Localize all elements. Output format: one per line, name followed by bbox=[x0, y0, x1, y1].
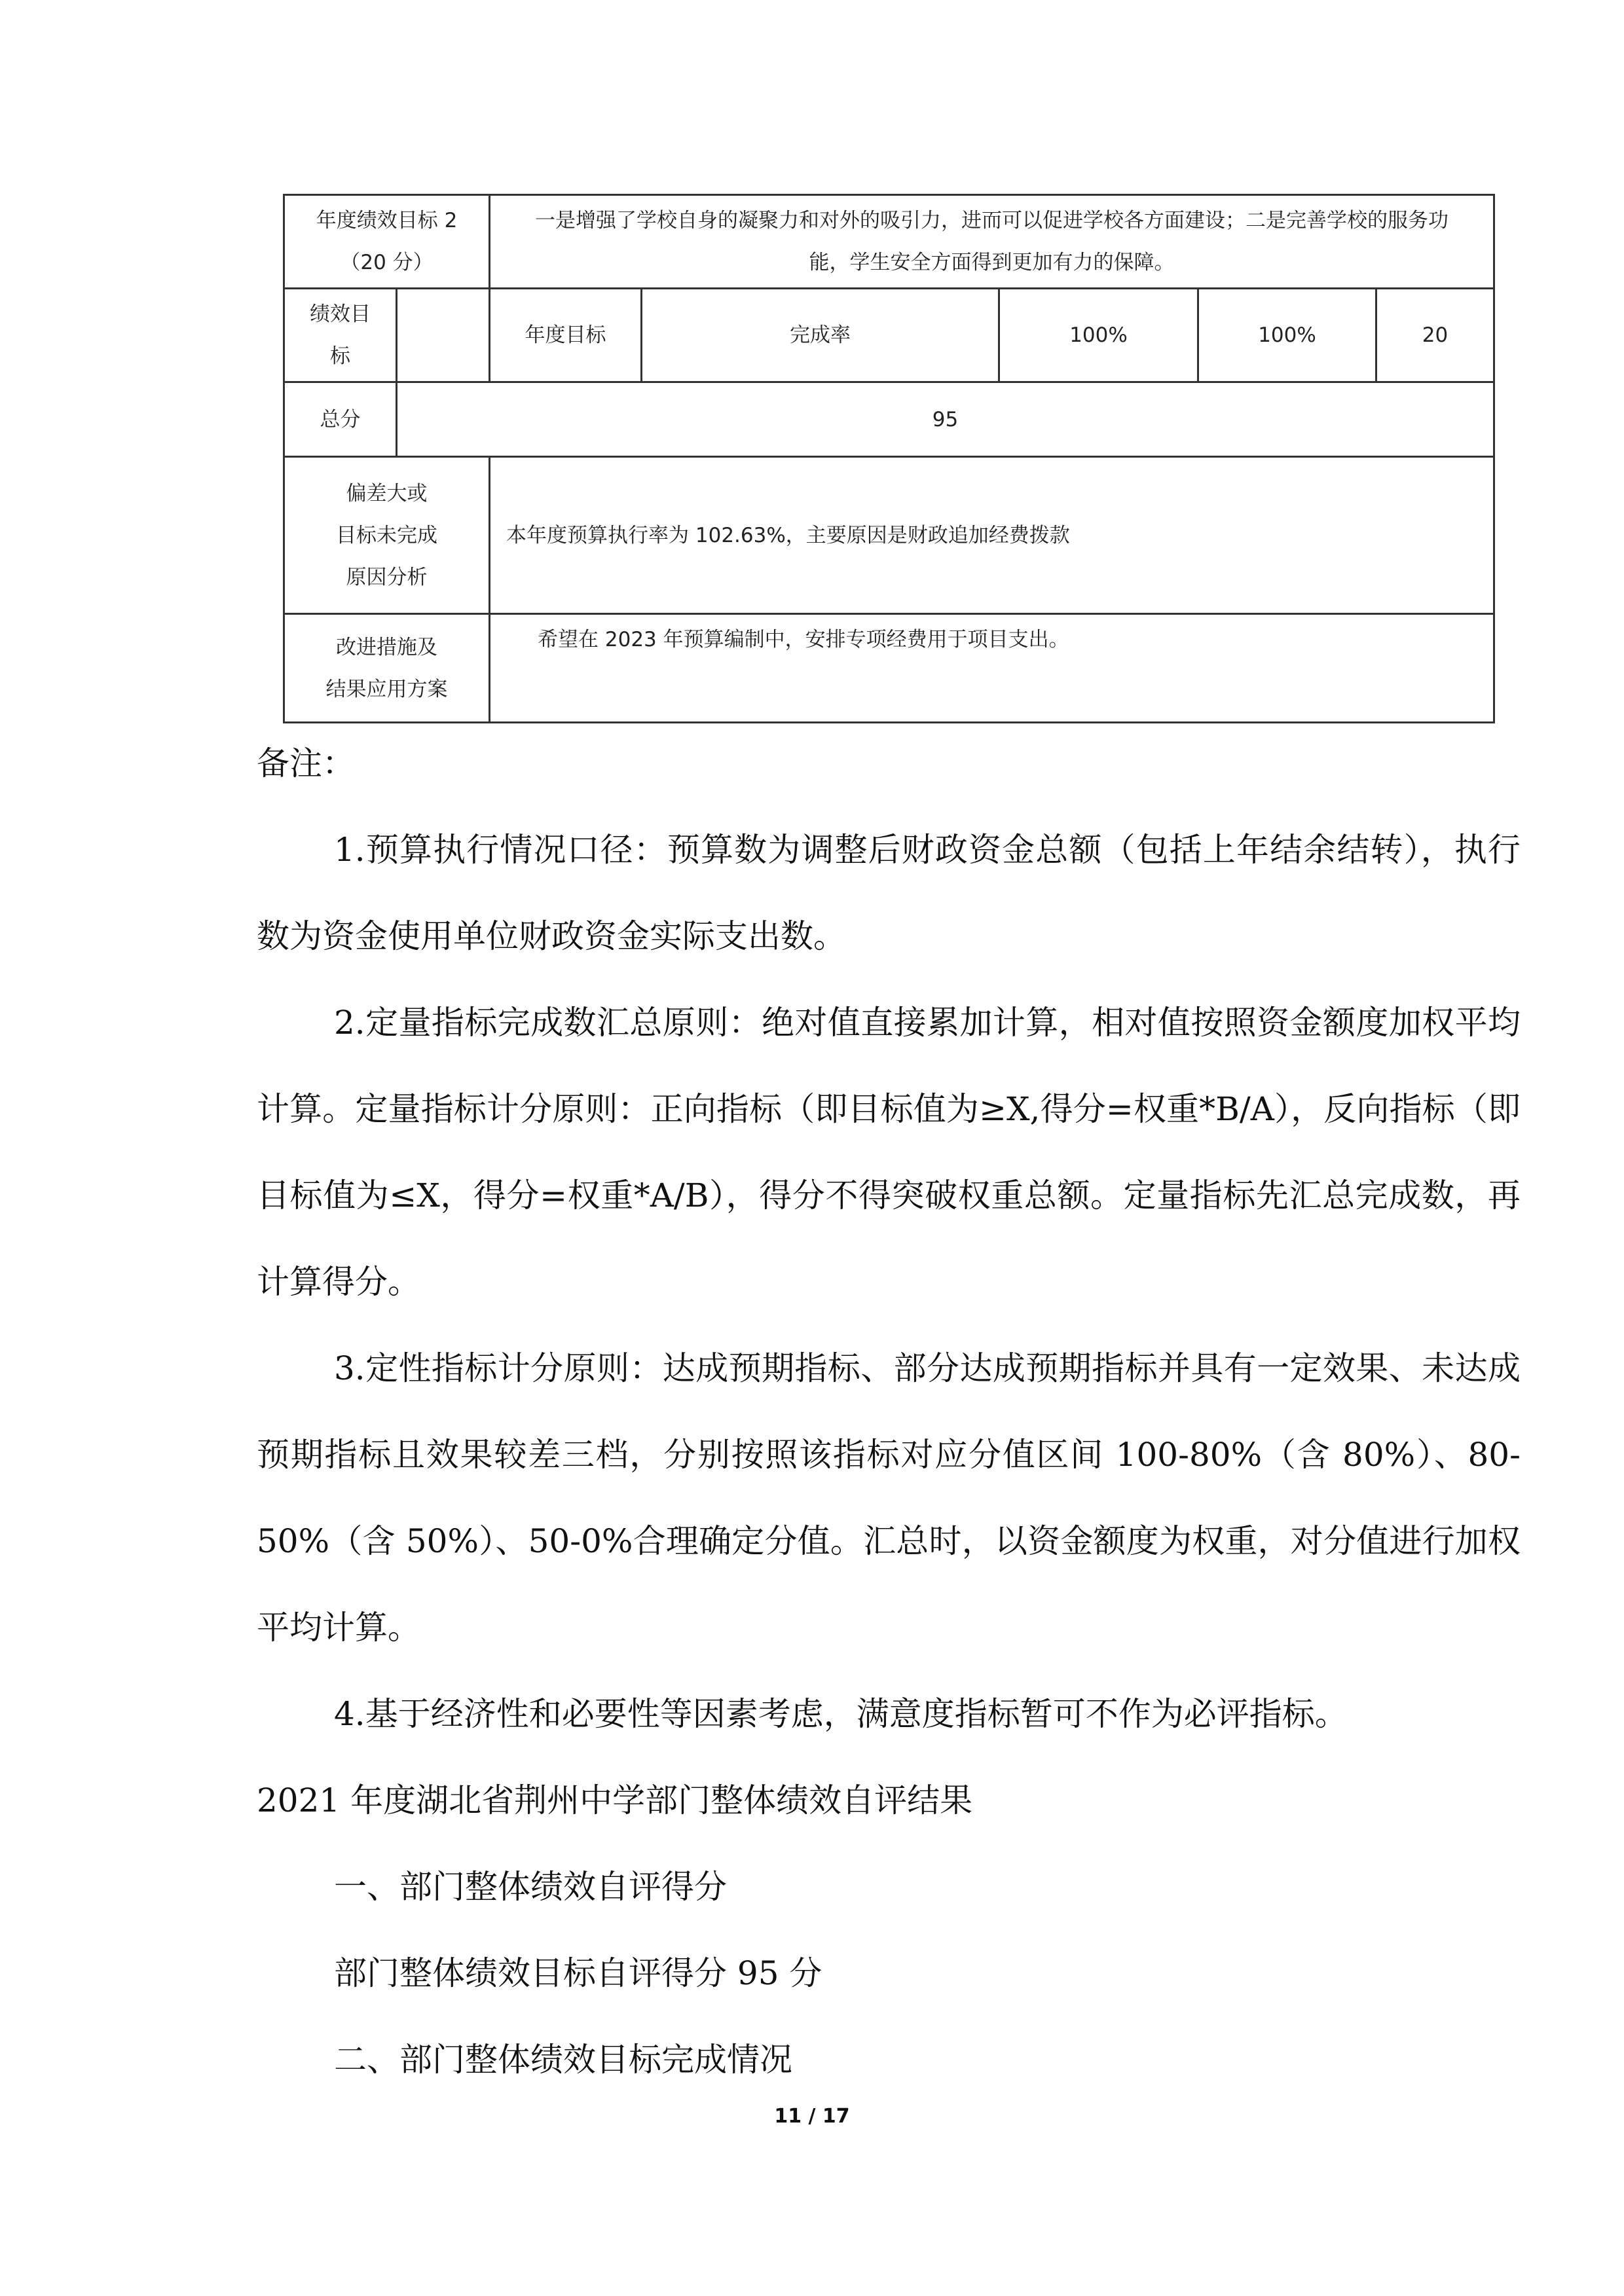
note-item-2: 2.定量指标完成数汇总原则：绝对值直接累加计算，相对值按照资金额度加权平均计算。定量指标计分原则：正向指标（即目标值为≥X,得分=权重*B/A），反向指标（即目标值为≤X，得分=权重*A/B），得分不得突破权重总额。定量指标先汇总完成数，再计算得分。 bbox=[257, 1004, 1521, 1301]
indicator-type-cell: 年度目标 bbox=[490, 289, 642, 382]
goal2-text-cell bbox=[490, 195, 1494, 289]
deviation-label-line3: 原因分析 bbox=[346, 565, 428, 589]
goal2-points: （20 分） bbox=[340, 251, 434, 274]
note-item-4: 4.基于经济性和必要性等因素考虑，满意度指标暂可不作为必评指标。 bbox=[334, 1695, 1348, 1733]
goal2-label: 年度绩效目标 2 bbox=[316, 209, 458, 232]
section-heading-2: 二、部门整体绩效目标完成情况 bbox=[334, 2041, 792, 2079]
indicator-label-line2: 标 bbox=[330, 344, 350, 368]
indicator-label-cell bbox=[284, 289, 397, 382]
total-value-cell: 95 bbox=[397, 382, 1494, 457]
table-row bbox=[284, 195, 1494, 289]
goal2-text-line1: 一是增强了学校自身的凝聚力和对外的吸引力，进而可以促进学校各方面建设；二是完善学校的服务功 bbox=[535, 209, 1449, 232]
note-item-1: 1.预算执行情况口径：预算数为调整后财政资金总额（包括上年结余结转），执行数为资金使用单位财政资金实际支出数。 bbox=[257, 831, 1521, 955]
indicator-blank-cell bbox=[397, 289, 490, 382]
indicator-actual-cell: 100% bbox=[1198, 289, 1376, 382]
page-number: 11 / 17 bbox=[774, 2105, 850, 2128]
indicator-name-cell: 完成率 bbox=[642, 289, 999, 382]
improve-text-cell: 希望在 2023 年预算编制中，安排专项经费用于项目支出。 bbox=[490, 614, 1494, 723]
deviation-label-line1: 偏差大或 bbox=[346, 481, 428, 505]
indicator-target-cell: 100% bbox=[999, 289, 1198, 382]
table-row bbox=[284, 614, 1494, 723]
table-row bbox=[284, 289, 1494, 382]
performance-table bbox=[283, 194, 1495, 723]
section-1-text: 部门整体绩效目标自评得分 95 分 bbox=[334, 1954, 822, 1992]
table-row bbox=[284, 457, 1494, 614]
table-row bbox=[284, 382, 1494, 457]
indicator-label-line1: 绩效目 bbox=[310, 302, 371, 326]
section-heading-1: 一、部门整体绩效自评得分 bbox=[334, 1868, 727, 1906]
deviation-label-line2: 目标未完成 bbox=[336, 523, 437, 547]
notes-section bbox=[257, 720, 1521, 2103]
indicator-score-cell: 20 bbox=[1376, 289, 1494, 382]
goal2-text-line2: 能，学生安全方面得到更加有力的保障。 bbox=[809, 251, 1175, 274]
notes-heading: 备注： bbox=[257, 744, 355, 782]
improve-label-cell bbox=[284, 614, 490, 723]
improve-label-line1: 改进措施及 bbox=[336, 635, 437, 659]
deviation-label-cell bbox=[284, 457, 490, 614]
note-item-3: 3.定性指标计分原则：达成预期指标、部分达成预期指标并具有一定效果、未达成预期指标且效果较差三档，分别按照该指标对应分值区间 100-80%（含 80%）、80-50%（含 50%）、50-0%合理确定分值。汇总时，以资金额度为权重，对分值进行加权平均计算。 bbox=[257, 1349, 1521, 1647]
result-title: 2021 年度湖北省荆州中学部门整体绩效自评结果 bbox=[257, 1781, 973, 1819]
total-label-cell: 总分 bbox=[284, 382, 397, 457]
goal2-label-cell bbox=[284, 195, 490, 289]
improve-label-line2: 结果应用方案 bbox=[325, 677, 448, 701]
deviation-text-cell: 本年度预算执行率为 102.63%，主要原因是财政追加经费拨款 bbox=[490, 457, 1494, 614]
